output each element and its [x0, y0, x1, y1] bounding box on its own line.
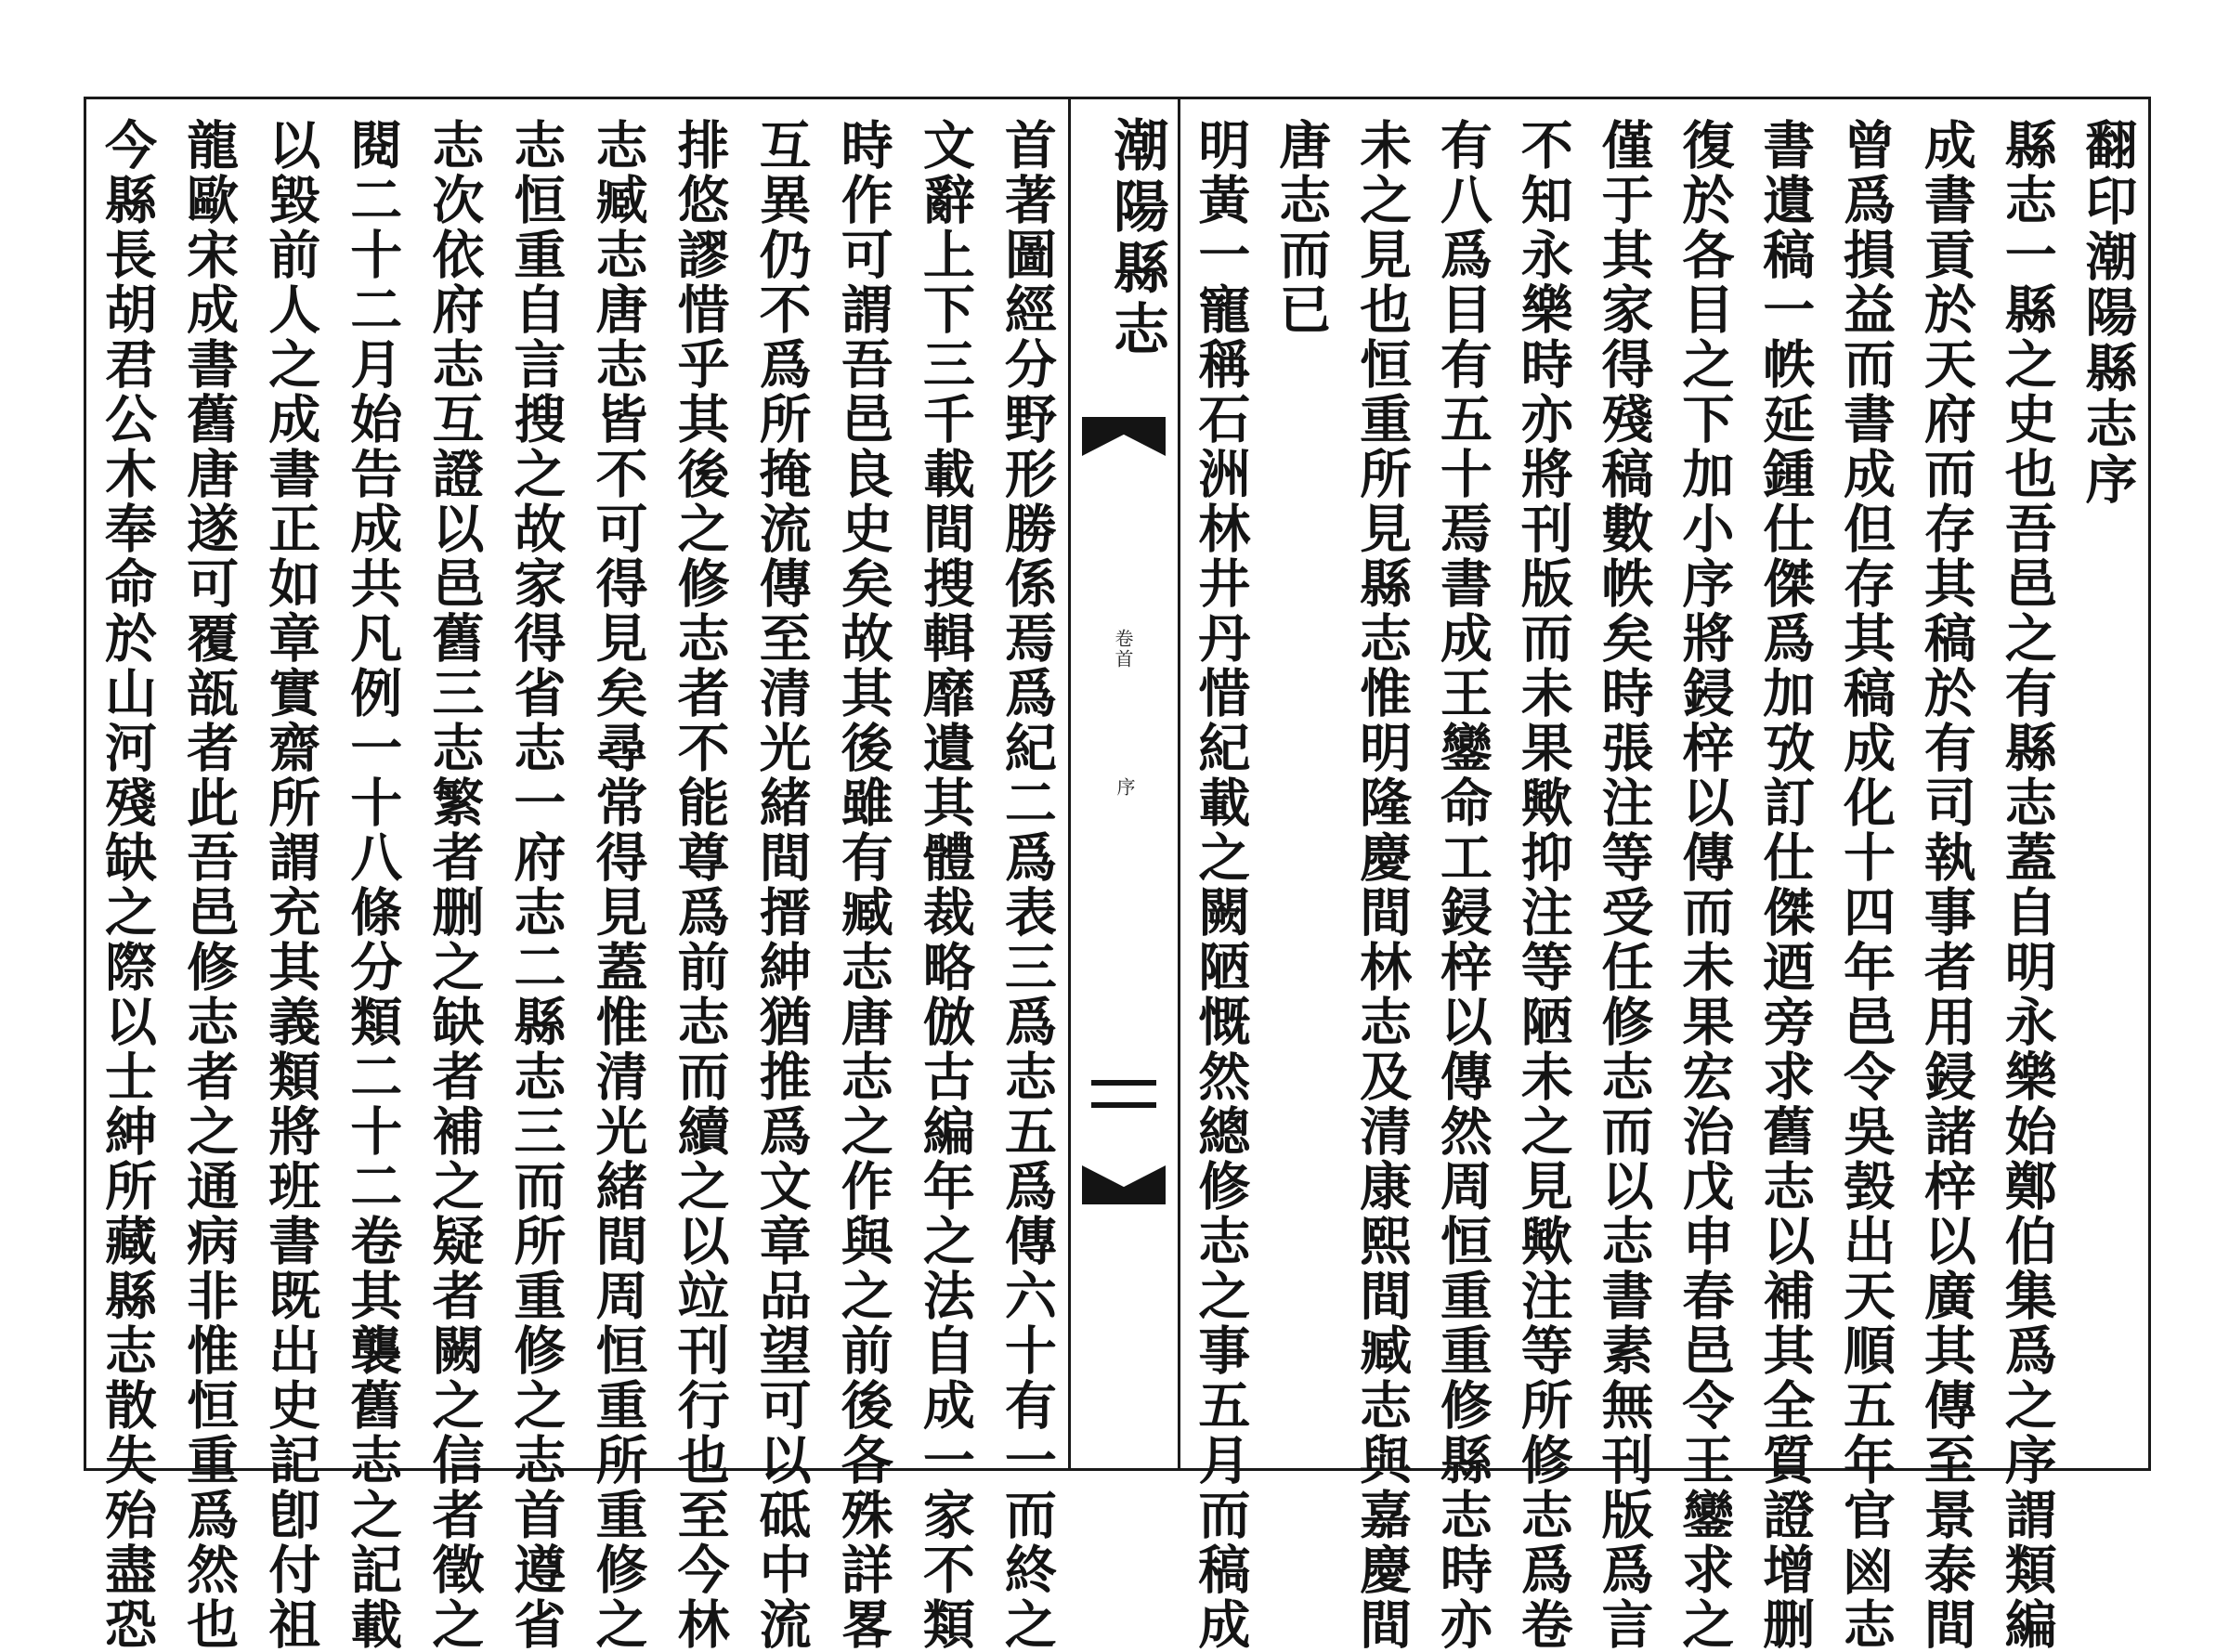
text-column: 僅于其家得殘稿數帙矣時張注等受任修志而以志書素無刊版爲言	[1593, 118, 1655, 1652]
text-column: 成書貢於天府而存其稿於有司執事者用鋟諸梓以廣其傳至景泰間	[1915, 118, 1977, 1652]
text-column: 文辭上下三千載間搜輯靡遺其體裁略倣古編年之法自成一家不類	[914, 118, 976, 1652]
text-column: 未之見也恒重所見縣志惟明隆慶間林志及清康熙間臧志與嘉慶間	[1351, 118, 1414, 1652]
text-column: 書遺稿一帙延鍾仕傑爲加攷訂仕傑迺旁求舊志以補其全質證增删	[1754, 118, 1817, 1652]
book-spine-margin	[1071, 99, 1178, 1468]
text-column: 曾爲損益而書成但存其稿成化十四年邑令吳㲄出天順五年官𠚍志	[1835, 118, 1897, 1652]
text-column: 志次依府志互證以邑舊三志繁者删之缺者補之疑者闕之信者徵之	[424, 118, 486, 1652]
left-text-panel	[86, 99, 1071, 1652]
preface-title: 翻印潮陽縣志序	[2077, 118, 2139, 508]
text-column: 龍歐宋成書舊唐遂可覆瓿者此吾邑修志者之通病非惟恒重爲然也	[178, 118, 241, 1652]
spine-juan-label: 卷首	[1112, 629, 1134, 670]
text-column: 唐志而已	[1271, 118, 1333, 337]
text-column: 復於各目之下加小序將鋟梓以傳而未果宏治戊申春邑令王鑾求之	[1674, 118, 1736, 1652]
text-column: 互異仍不爲所掩流傳至清光緒間搢紳猶推爲文章品望可以砥中流	[750, 118, 813, 1652]
text-column: 志恒重自言搜之故家得省志一府志二縣志三而所重修之志首遵省	[505, 118, 567, 1652]
book-page-spread	[84, 97, 2151, 1652]
text-column: 不知永樂時亦將刊版而未果歟抑注等陋未之見歟注等所修志爲卷	[1512, 118, 1574, 1652]
text-column: 首著圖經分野形勝係焉爲紀二爲表三爲志五爲傳六十有一而終之	[996, 118, 1058, 1652]
text-column: 今縣長胡君公木奉命於山河殘缺之際以士紳所藏縣志散失殆盡恐	[97, 118, 159, 1652]
spine-section-label: 序	[1114, 777, 1136, 796]
text-column: 排悠謬惜乎其後之修志者不能尊爲前志而續之以竝刊行也至今林	[669, 118, 731, 1652]
text-column: 明黃一寵稱石洲林井丹惜紀載之闕陋慨然總修志之事五月而稿成	[1190, 118, 1252, 1652]
page-number-stroke	[1091, 1080, 1156, 1086]
spine-page-number	[1091, 1074, 1156, 1112]
fish-tail-mark-top	[1082, 417, 1166, 456]
fish-tail-mark-bottom	[1082, 1165, 1166, 1204]
text-column: 縣志一縣之史也吾邑之有縣志蓋自明永樂始鄭伯集爲之序謂類編	[1996, 118, 2058, 1652]
spine-book-title: 潮陽縣志	[1104, 116, 1169, 361]
text-column: 有八爲目有五十焉書成王鑾命工鋟梓以傳然周恒重重修縣志時亦	[1431, 118, 1493, 1652]
text-column: 以毀前人之成書正如章實齋所謂充其義類將班書既出史記卽付祖	[260, 118, 322, 1652]
text-column: 時作可謂吾邑良史矣故其後雖有臧志唐志之作與之前後各殊詳畧	[832, 118, 894, 1652]
text-column: 閱二十二月始告成共凡例一十八條分類二十二卷其襲舊志之記載	[342, 118, 404, 1652]
right-text-panel	[1178, 99, 2148, 1652]
page-number-stroke	[1091, 1102, 1156, 1108]
text-column: 志臧志唐志皆不可得見矣尋常得見蓋惟清光緒間周恒重所重修之	[587, 118, 649, 1652]
